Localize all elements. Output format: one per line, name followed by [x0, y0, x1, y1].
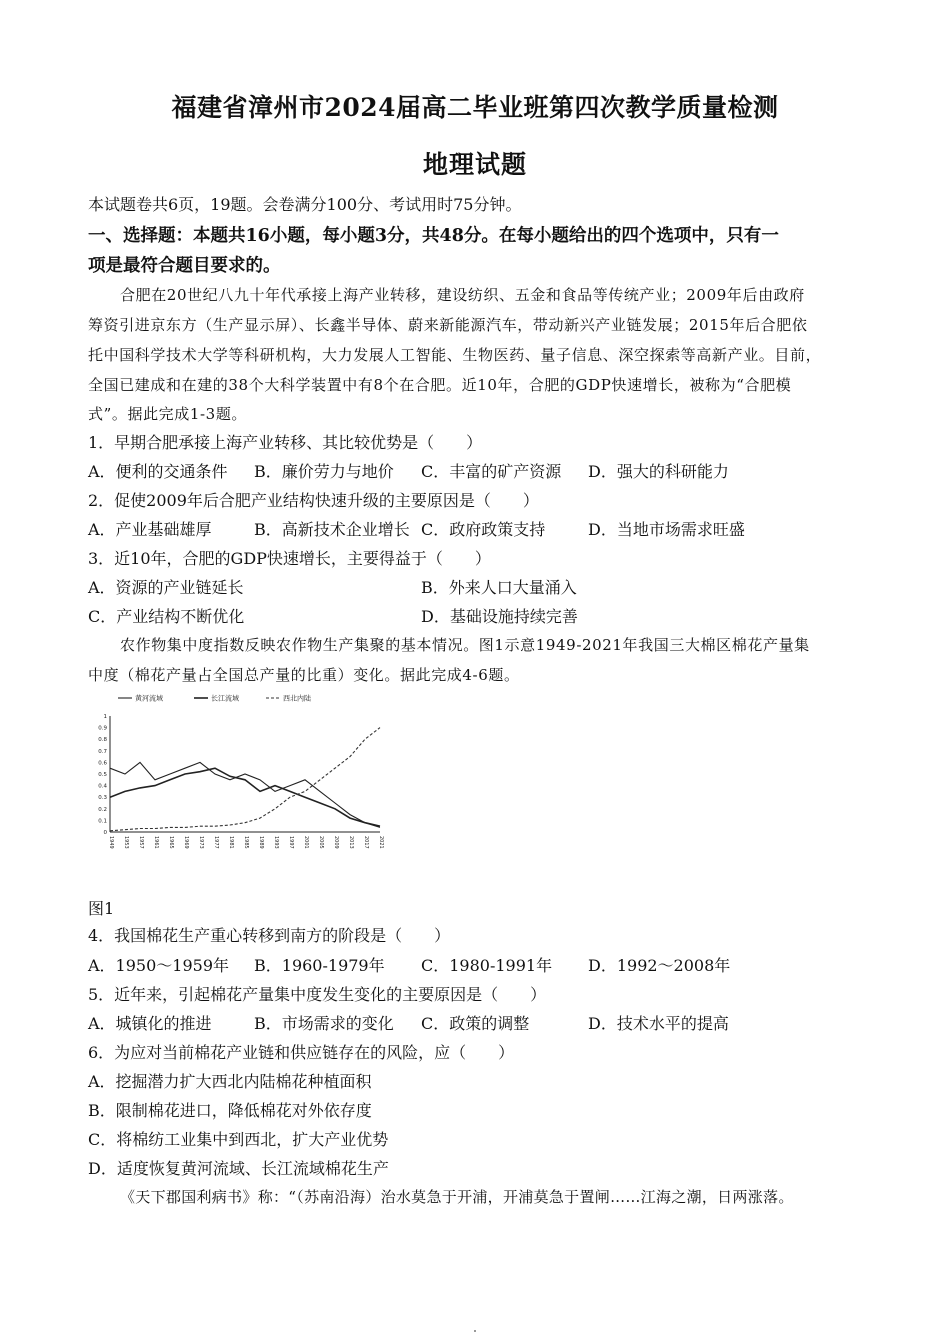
question-3-option-d[interactable]: D．基础设施持续完善 — [421, 607, 578, 626]
x-tick-label: 1965 — [168, 836, 174, 849]
x-tick-label: 1993 — [273, 836, 279, 849]
question-3-option-c[interactable]: C．产业结构不断优化 — [88, 607, 245, 626]
y-tick-label: 0 — [103, 830, 107, 836]
section-heading-line1: 一、选择题：本题共16小题，每小题3分，共48分。在每小题给出的四个选项中，只有一 — [88, 226, 779, 246]
question-2-option-c[interactable]: C．政府政策支持 — [421, 520, 546, 539]
question-1-option-b[interactable]: B．廉价劳力与地价 — [254, 462, 394, 481]
series-line-1 — [110, 762, 380, 827]
chart-series — [110, 728, 380, 831]
question-4-option-b[interactable]: B．1960-1979年 — [254, 956, 385, 975]
passage1-line: 筹资引进京东方（生产显示屏）、长鑫半导体、蔚来新能源汽车，带动新兴产业链发展；2015年后合肥依 — [88, 316, 808, 334]
passage2-line: 农作物集中度指数反映农作物生产集聚的基本情况。图1示意1949-2021年我国三大棉区棉花产量集 — [120, 636, 810, 654]
question-2-option-d[interactable]: D．当地市场需求旺盛 — [588, 520, 745, 539]
x-tick-label: 2005 — [318, 836, 324, 849]
question-4-option-d[interactable]: D．1992～2008年 — [588, 956, 731, 975]
passage1-line: 托中国科学技术大学等科研机构，大力发展人工智能、生物医药、量子信息、深空探索等高新产业。目前， — [88, 346, 822, 364]
question-6-option-a[interactable]: A．挖掘潜力扩大西北内陆棉花种植面积 — [88, 1072, 372, 1091]
x-tick-label: 1989 — [258, 836, 264, 849]
x-tick-label: 2009 — [333, 836, 339, 849]
question-5-option-d[interactable]: D．技术水平的提高 — [588, 1014, 729, 1033]
x-tick-label: 2001 — [303, 836, 309, 849]
exam-subtitle: 地理试题 — [422, 150, 527, 179]
y-tick-label: 0.9 — [98, 725, 107, 732]
passage3-line: 《天下郡国利病书》称：“（苏南沿海）治水莫急于开浦，开浦莫急于置闸……江海之潮，日两涨落。 — [120, 1188, 794, 1206]
figure-caption: 图1 — [88, 899, 115, 918]
question-4-stem: 4．我国棉花生产重心转移到南方的阶段是（ ） — [88, 926, 451, 945]
question-5-stem: 5．近年来，引起棉花产量集中度发生变化的主要原因是（ ） — [88, 985, 547, 1004]
x-tick-label: 1977 — [213, 836, 219, 849]
passage1-line: 全国已建成和在建的38个大科学装置中有8个在合肥。近10年，合肥的GDP快速增长，被称为“合肥模 — [88, 376, 792, 394]
exam-intro: 本试题卷共6页，19题。会卷满分100分、考试用时75分钟。 — [88, 195, 522, 214]
y-tick-label: 0.4 — [98, 783, 107, 790]
question-5-option-c[interactable]: C．政策的调整 — [421, 1014, 530, 1033]
x-tick-label: 2017 — [363, 836, 369, 849]
exam-title: 福建省漳州市2024届高二毕业班第四次教学质量检测 — [171, 93, 779, 122]
question-6-option-c[interactable]: C．将棉纺工业集中到西北，扩大产业优势 — [88, 1130, 389, 1149]
legend-label: 长江流域 — [211, 694, 239, 703]
y-tick-label: 0.5 — [98, 772, 107, 778]
passage1-line: 式”。据此完成1-3题。 — [88, 405, 248, 423]
y-tick-label: 0.2 — [98, 806, 107, 813]
page-mark — [474, 1330, 476, 1332]
question-5-option-a[interactable]: A．城镇化的推进 — [88, 1014, 212, 1033]
question-4-option-c[interactable]: C．1980-1991年 — [421, 956, 553, 975]
x-tick-label: 1981 — [228, 836, 234, 849]
question-5-option-b[interactable]: B．市场需求的变化 — [254, 1014, 394, 1033]
y-tick-label: 0.8 — [98, 737, 107, 744]
x-tick-label: 1985 — [243, 836, 249, 849]
y-tick-label: 0.6 — [98, 760, 107, 767]
question-4-option-a[interactable]: A．1950～1959年 — [88, 956, 229, 975]
passage1-line: 合肥在20世纪八九十年代承接上海产业转移，建设纺织、五金和食品等传统产业；2009年后由政府 — [120, 286, 805, 304]
series-line-2 — [110, 768, 380, 826]
question-2-stem: 2．促使2009年后合肥产业结构快速升级的主要原因是（ ） — [88, 491, 539, 510]
legend-label: 黄河流域 — [135, 694, 163, 703]
x-tick-label: 1997 — [288, 836, 294, 849]
y-tick-label: 0.1 — [98, 818, 107, 825]
chart-y-axis — [98, 714, 110, 836]
question-1-option-d[interactable]: D．强大的科研能力 — [588, 462, 729, 481]
question-2-option-b[interactable]: B．高新技术企业增长 — [254, 520, 410, 539]
question-3-option-b[interactable]: B．外来人口大量涌入 — [421, 578, 577, 597]
question-3-option-a[interactable]: A．资源的产业链延长 — [88, 578, 244, 597]
y-tick-label: 0.7 — [98, 748, 107, 755]
question-6-option-d[interactable]: D．适度恢复黄河流域、长江流域棉花生产 — [88, 1159, 389, 1178]
question-3-stem: 3．近10年，合肥的GDP快速增长，主要得益于（ ） — [88, 549, 491, 568]
question-6-stem: 6．为应对当前棉花产业链和供应链存在的风险，应（ ） — [88, 1043, 515, 1062]
passage2-line: 中度（棉花产量占全国总产量的比重）变化。据此完成4-6题。 — [88, 666, 520, 684]
x-tick-label: 1957 — [138, 836, 144, 849]
x-tick-label: 1949 — [108, 836, 114, 849]
question-1-option-a[interactable]: A．便利的交通条件 — [88, 462, 228, 481]
question-2-option-a[interactable]: A．产业基础雄厚 — [88, 520, 212, 539]
y-tick-label: 0.3 — [98, 795, 107, 802]
x-tick-label: 2021 — [378, 836, 384, 849]
legend-label: 西北内陆 — [283, 694, 311, 703]
y-tick-label: 1 — [103, 714, 107, 720]
x-tick-label: 1961 — [153, 836, 159, 849]
x-tick-label: 1973 — [198, 836, 204, 849]
question-6-option-b[interactable]: B．限制棉花进口，降低棉花对外依存度 — [88, 1101, 372, 1120]
question-1-stem: 1．早期合肥承接上海产业转移、其比较优势是（ ） — [88, 433, 483, 452]
x-tick-label: 2013 — [348, 836, 354, 849]
cotton-concentration-chart — [96, 690, 388, 868]
x-tick-label: 1953 — [123, 836, 129, 849]
chart-x-axis — [108, 832, 384, 849]
question-1-option-c[interactable]: C．丰富的矿产资源 — [421, 462, 562, 481]
x-tick-label: 1969 — [183, 836, 189, 849]
chart-legend — [118, 694, 311, 703]
section-heading-line2: 项是最符合题目要求的。 — [88, 256, 281, 276]
